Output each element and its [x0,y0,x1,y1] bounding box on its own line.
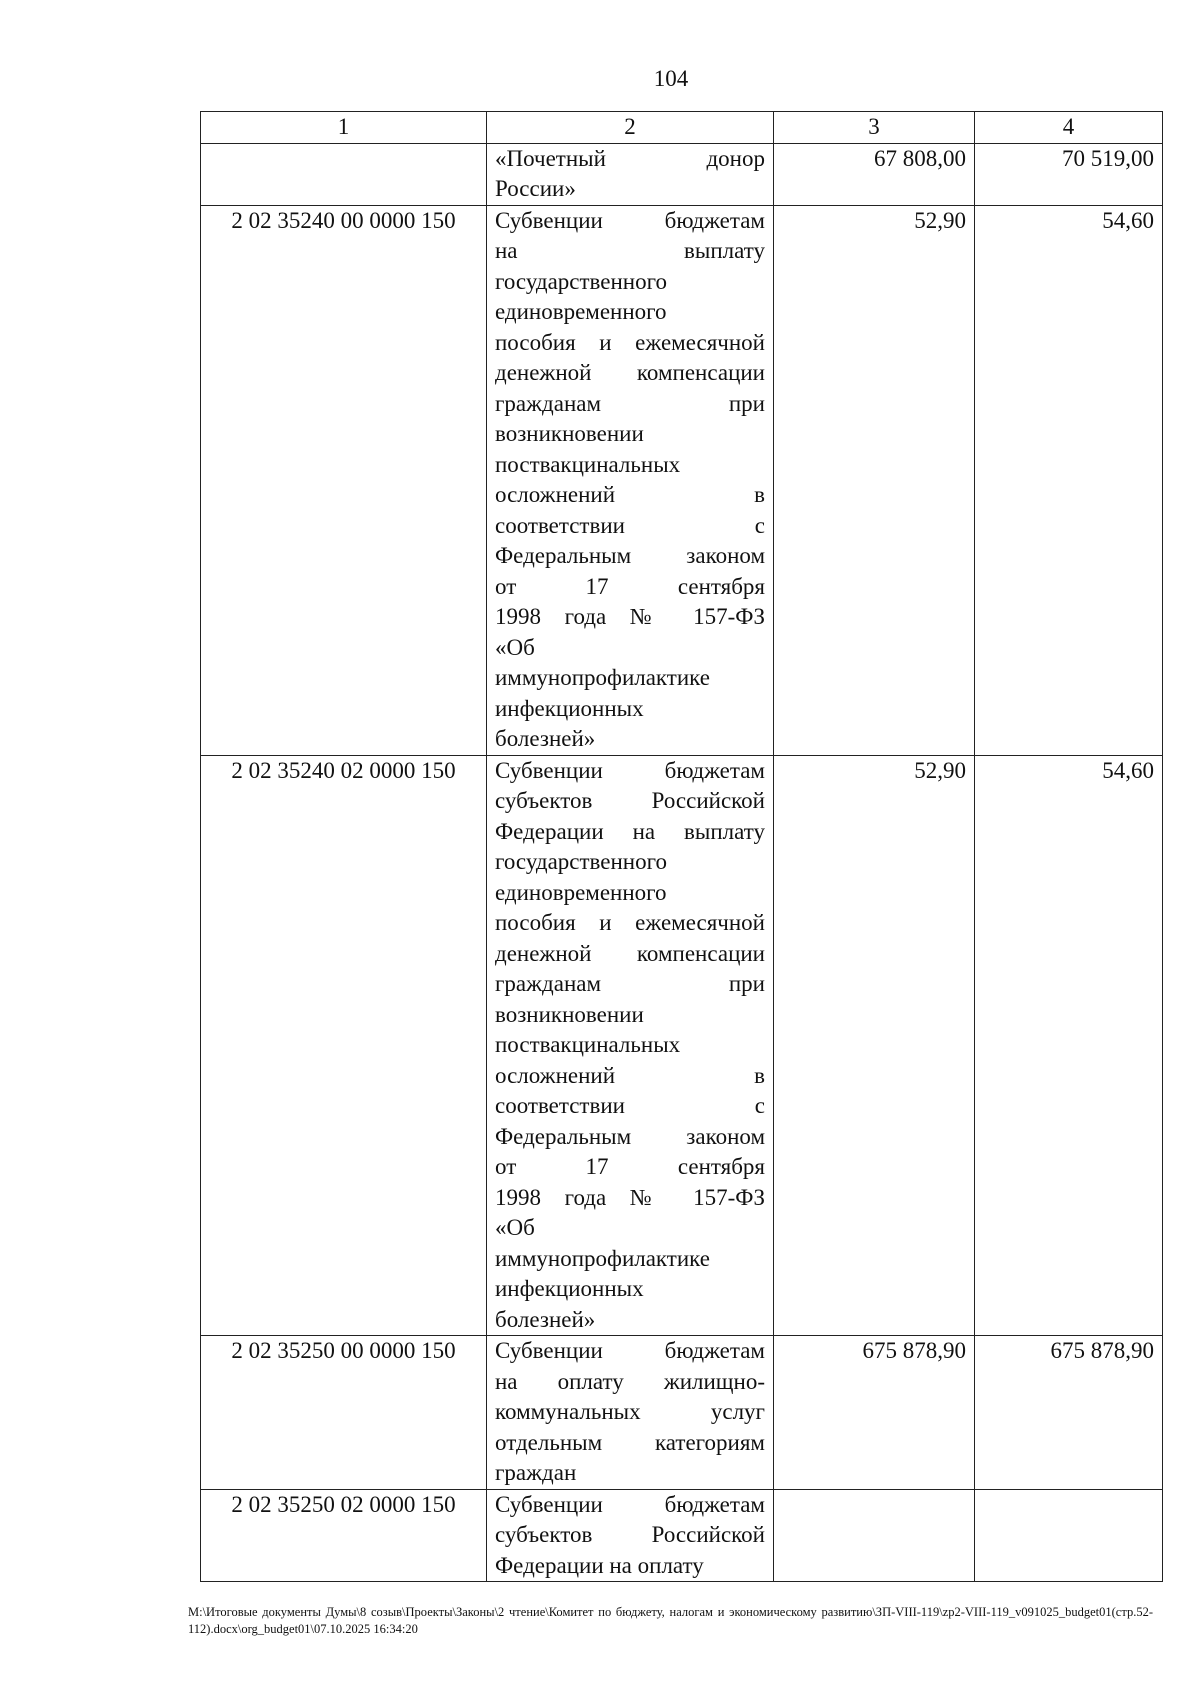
description-line: от 17 сентября [495,573,765,599]
budget-code-cell: 2 02 35240 02 0000 150 [201,755,487,1336]
amount-cell-col4: 70 519,00 [975,143,1163,205]
description-line: болезней» [495,726,596,751]
budget-code-cell [201,143,487,205]
description-line: осложнений в [495,1062,765,1088]
budget-code-cell: 2 02 35250 00 0000 150 [201,1336,487,1490]
column-header-4: 4 [975,112,1163,144]
description-line: государственного [495,849,667,874]
amount-cell-col3: 67 808,00 [774,143,975,205]
table-row [201,1489,1163,1582]
description-line: единовременного [495,299,667,324]
description-line: на выплату [495,238,765,263]
description-line: Федерации на оплату [495,1552,704,1578]
description-line: возникновении [495,1001,644,1027]
description-line: субъектов Российской [495,788,765,813]
file-path-footer: M:\Итоговые документы Думы\8 созыв\Проекты\Законы\2 чтение\Комитет по бюджету, налогам и экономическому развитию\ЗП-VIII-119\zp2-VIII-119_v091025_budget01(стр.52-112).docx\org_budget01\07.10.2025 16:34:20 [188,1605,1153,1636]
description-cell [487,1336,774,1490]
description-line: соответствии с [495,1093,765,1118]
description-line: «Об [495,634,535,660]
description-line: 1998 года № 157-ФЗ [495,1184,765,1210]
amount-cell-col3: 52,90 [774,755,975,1336]
table-row [201,143,1163,205]
amount-cell-col3: 675 878,90 [774,1336,975,1490]
budget-table [200,111,1163,1582]
description-line: осложнений в [495,482,765,507]
description-line: Субвенции бюджетам [495,1338,765,1363]
description-line: «Об [495,1215,535,1240]
description-line: гражданам при [495,971,765,996]
table-header-row [201,112,1163,144]
budget-code-cell: 2 02 35240 00 0000 150 [201,205,487,755]
description-line: Федеральным законом [495,543,765,568]
description-line: Субвенции бюджетам [495,207,765,233]
description-line: единовременного [495,879,667,905]
description-line: Федеральным законом [495,1123,765,1149]
table-row [201,205,1163,755]
description-line: коммунальных услуг [495,1399,765,1424]
amount-cell-col4: 54,60 [975,755,1163,1336]
description-line: иммунопрофилактике [495,1245,710,1271]
description-line: Субвенции бюджетам [495,1491,765,1517]
description-line: инфекционных [495,695,644,721]
budget-code-cell: 2 02 35250 02 0000 150 [201,1489,487,1582]
page-number: 104 [653,66,689,91]
description-cell [487,205,774,755]
description-line: от 17 сентября [495,1154,765,1179]
amount-cell-col4: 675 878,90 [975,1336,1163,1490]
description-cell [487,1489,774,1582]
description-line: соответствии с [495,512,765,538]
amount-cell-col3 [774,1489,975,1582]
column-header-2: 2 [487,112,774,144]
amount-cell-col4: 54,60 [975,205,1163,755]
description-line: «Почетный донор [495,145,765,171]
description-line: денежной компенсации [495,360,765,385]
description-line: пособия и ежемесячной [495,329,765,355]
description-line: 1998 года № 157-ФЗ [495,604,765,629]
description-cell [487,755,774,1336]
description-line: денежной компенсации [495,940,765,966]
description-line: субъектов Российской [495,1522,765,1547]
description-line: поствакцинальных [495,1032,681,1057]
description-line: на оплату жилищно- [495,1368,765,1394]
description-line: возникновении [495,421,644,446]
table-row [201,755,1163,1336]
amount-cell-col3: 52,90 [774,205,975,755]
description-line: инфекционных [495,1276,644,1301]
description-line: болезней» [495,1306,596,1332]
amount-cell-col4 [975,1489,1163,1582]
description-line: иммунопрофилактике [495,665,710,690]
table-row [201,1336,1163,1490]
description-cell [487,143,774,205]
description-line: государственного [495,268,667,294]
description-line: отдельным категориям [495,1429,765,1455]
description-line: поствакцинальных [495,451,681,477]
description-line: России» [495,176,576,201]
description-line: Федерации на выплату [495,818,765,844]
column-header-3: 3 [774,112,975,144]
description-line: Субвенции бюджетам [495,757,765,783]
description-line: пособия и ежемесячной [495,910,765,935]
description-line: граждан [495,1460,577,1485]
column-header-1: 1 [201,112,487,144]
description-line: гражданам при [495,390,765,416]
